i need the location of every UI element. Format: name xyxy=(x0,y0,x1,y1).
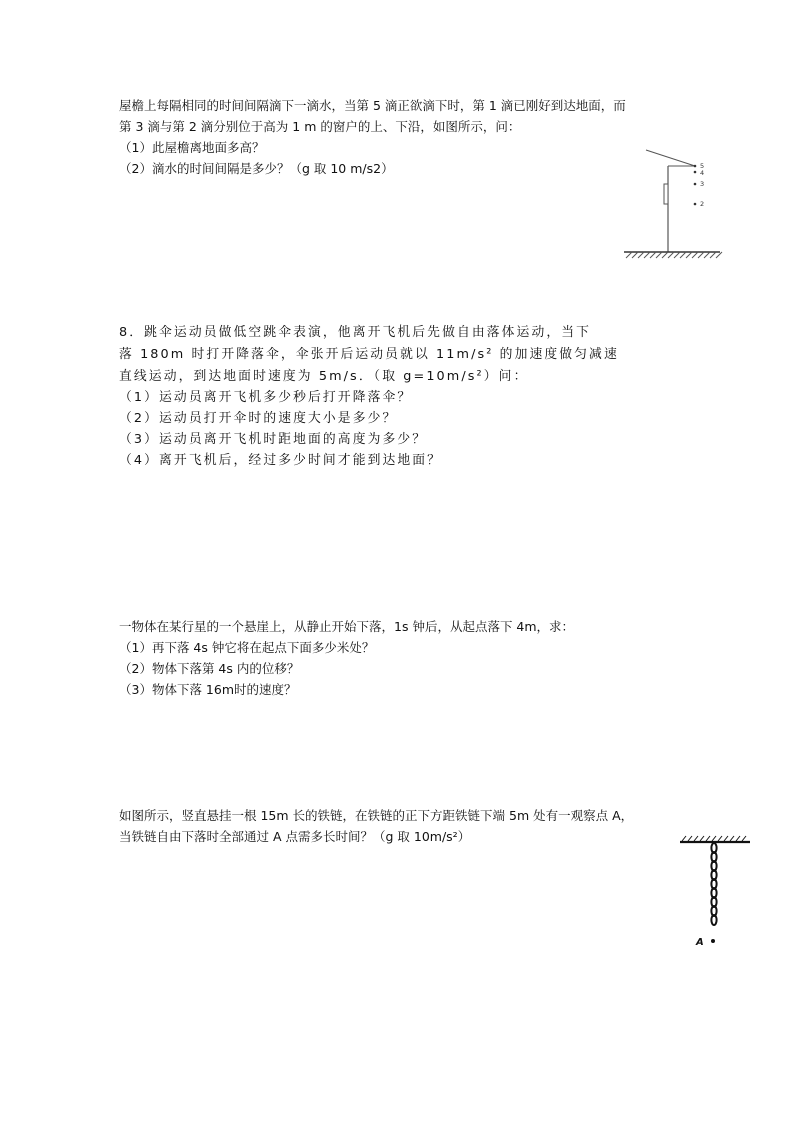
point-a-label: A xyxy=(696,937,704,948)
chain-diagram xyxy=(678,832,754,950)
eave-dripping-figure xyxy=(618,142,724,267)
roof-line xyxy=(646,150,695,166)
problem-1-line-2: 第 3 滴与第 2 滴分别位于高为 1 m 的窗户的上、下沿，如图所示，问： xyxy=(119,119,521,134)
drop-2 xyxy=(694,203,697,206)
drop-4 xyxy=(694,171,697,174)
drop-label-2: 2 xyxy=(700,200,705,208)
problem-1-line-1: 屋檐上每隔相同的时间间隔滴下一滴水，当第 5 滴正欲滴下时，第 1 滴已刚好到达地面，而 xyxy=(119,98,626,113)
problem-8-question-1: （1）运动员离开飞机多少秒后打开降落伞？ xyxy=(119,390,413,405)
chain-links xyxy=(711,843,716,925)
drop-3 xyxy=(694,183,697,186)
problem-planet-question-1: （1）再下落 4s 钟它将在起点下面多少米处？ xyxy=(119,640,375,655)
problem-planet-question-3: （3）物体下落 16m时的速度？ xyxy=(119,682,297,697)
ceiling-hatching xyxy=(682,836,746,841)
drop-5 xyxy=(694,165,697,168)
window-rect xyxy=(664,184,668,204)
eave-diagram xyxy=(618,142,724,264)
problem-chain-line-2: 当铁链自由下落时全部通过 A 点需多长时间？（g 取 10m/s²） xyxy=(119,829,471,844)
ground-hatching xyxy=(626,252,722,258)
drop-label-4: 4 xyxy=(700,169,705,177)
problem-planet-line-1: 一物体在某行星的一个悬崖上，从静止开始下落，1s 钟后，从起点落下 4m，求： xyxy=(119,619,575,634)
drop-label-5: 5 xyxy=(700,162,705,170)
problem-8-line-2: 落 180m 时打开降落伞，伞张开后运动员就以 11m/s² 的加速度做匀减速 xyxy=(119,347,619,362)
point-a-dot xyxy=(711,939,715,943)
problem-1-question-2: （2）滴水的时间间隔是多少？（g 取 10 m/s2） xyxy=(119,161,394,176)
drop-label-3: 3 xyxy=(700,180,705,188)
problem-8-question-3: （3）运动员离开飞机时距地面的高度为多少？ xyxy=(119,432,428,447)
chain-figure xyxy=(678,832,754,953)
problem-8-line-1: 8．跳伞运动员做低空跳伞表演，他离开飞机后先做自由落体运动，当下 xyxy=(119,325,592,340)
problem-8-question-2: （2）运动员打开伞时的速度大小是多少？ xyxy=(119,411,398,426)
problem-planet-question-2: （2）物体下落第 4s 内的位移？ xyxy=(119,661,300,676)
problem-chain-line-1: 如图所示，竖直悬挂一根 15m 长的铁链，在铁链的正下方距铁链下端 5m 处有一观察点 A， xyxy=(119,808,634,823)
problem-8-line-3: 直线运动，到达地面时速度为 5m/s．（取 g=10m/s²）问： xyxy=(119,369,529,384)
problem-8-question-4: （4）离开飞机后，经过多少时间才能到达地面？ xyxy=(119,453,443,468)
problem-1-question-1: （1）此屋檐离地面多高？ xyxy=(119,140,265,155)
